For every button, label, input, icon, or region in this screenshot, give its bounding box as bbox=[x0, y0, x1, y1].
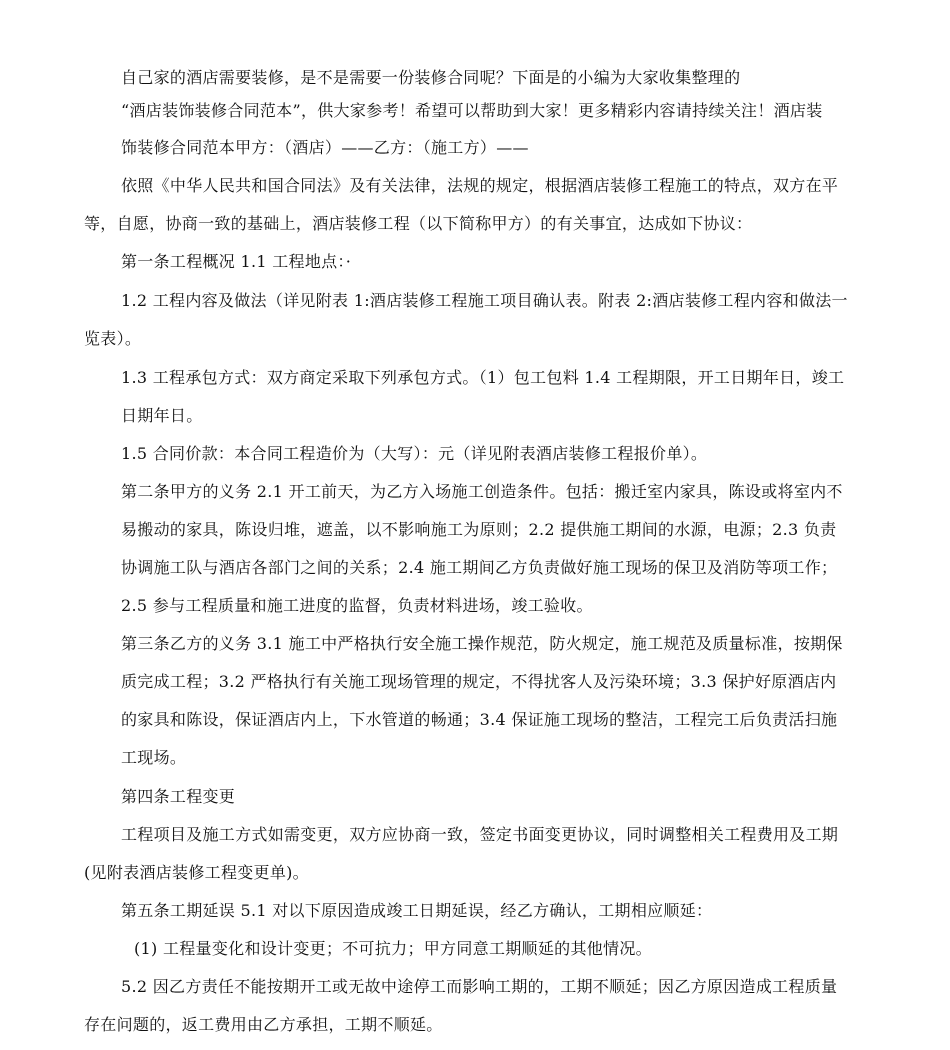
section-heading: 第四条工程变更 bbox=[121, 787, 236, 806]
paragraph-line: “酒店装饰装修合同范本”，供大家参考！希望可以帮助到大家！更多精彩内容请持续关注！酒店装 bbox=[121, 101, 823, 120]
paragraph-line: 质完成工程；3.2 严格执行有关施工现场管理的规定，不得扰客人及污染环境；3.3 保护好原酒店内 bbox=[121, 672, 837, 691]
section-heading: 第五条工期延误 5.1 对以下原因造成竣工日期延误，经乙方确认，工期相应顺延： bbox=[121, 901, 713, 920]
section-heading: 第三条乙方的义务 3.1 施工中严格执行安全施工操作规范，防火规定，施工规范及质量标准，按期保 bbox=[121, 634, 843, 653]
paragraph-line: (见附表酒店装修工程变更单)。 bbox=[84, 863, 309, 882]
paragraph-line: 等，自愿，协商一致的基础上，酒店装修工程（以下简称甲方）的有关事宜，达成如下协议： bbox=[84, 214, 753, 233]
paragraph-line: 工现场。 bbox=[121, 748, 187, 767]
paragraph-line: 览表）。 bbox=[84, 329, 142, 348]
paragraph-line: 依照《中华人民共和国合同法》及有关法律，法规的规定，根据酒店装修工程施工的特点，双方在平 bbox=[121, 176, 839, 195]
section-heading: 第二条甲方的义务 2.1 开工前天，为乙方入场施工创造条件。包括：搬迁室内家具，陈设或将室内不 bbox=[121, 482, 843, 501]
paragraph-line: 日期年日。 bbox=[121, 406, 203, 425]
paragraph-line: 1.3 工程承包方式：双方商定采取下列承包方式。（1）包工包料 1.4 工程期限，开工日期年日，竣工 bbox=[121, 368, 845, 387]
paragraph-line: 饰装修合同范本甲方：（酒店）——乙方：（施工方）—— bbox=[121, 138, 529, 157]
paragraph-line: 的家具和陈设，保证酒店内上，下水管道的畅通；3.4 保证施工现场的整洁，工程完工后负责活扫施 bbox=[121, 710, 838, 729]
list-item: (1) 工程量变化和设计变更；不可抗力；甲方同意工期顺延的其他情况。 bbox=[134, 939, 652, 958]
paragraph-line: 自己家的酒店需要装修，是不是需要一份装修合同呢？下面是的小编为大家收集整理的 bbox=[121, 68, 741, 87]
paragraph-line: 存在问题的，返工费用由乙方承担，工期不顺延。 bbox=[84, 1015, 443, 1034]
paragraph-line: 5.2 因乙方责任不能按期开工或无故中途停工而影响工期的，工期不顺延；因乙方原因造成工程质量 bbox=[121, 977, 838, 996]
paragraph-line: 工程项目及施工方式如需变更，双方应协商一致，签定书面变更协议，同时调整相关工程费用及工期 bbox=[121, 825, 839, 844]
paragraph-line: 1.5 合同价款：本合同工程造价为（大写）：元（详见附表酒店装修工程报价单）。 bbox=[121, 444, 708, 463]
paragraph-line: 易搬动的家具，陈设归堆，遮盖，以不影响施工为原则；2.2 提供施工期间的水源，电源；2.3 负责 bbox=[121, 520, 837, 539]
paragraph-line: 2.5 参与工程质量和施工进度的监督，负责材料进场，竣工验收。 bbox=[121, 596, 593, 615]
section-heading: 第一条工程概况 1.1 工程地点：· bbox=[121, 252, 352, 271]
paragraph-line: 1.2 工程内容及做法（详见附表 1:酒店装修工程施工项目确认表。附表 2:酒店装修工程内容和做法一 bbox=[121, 291, 848, 310]
paragraph-line: 协调施工队与酒店各部门之间的关系；2.4 施工期间乙方负责做好施工现场的保卫及消防等项工作； bbox=[121, 558, 838, 577]
